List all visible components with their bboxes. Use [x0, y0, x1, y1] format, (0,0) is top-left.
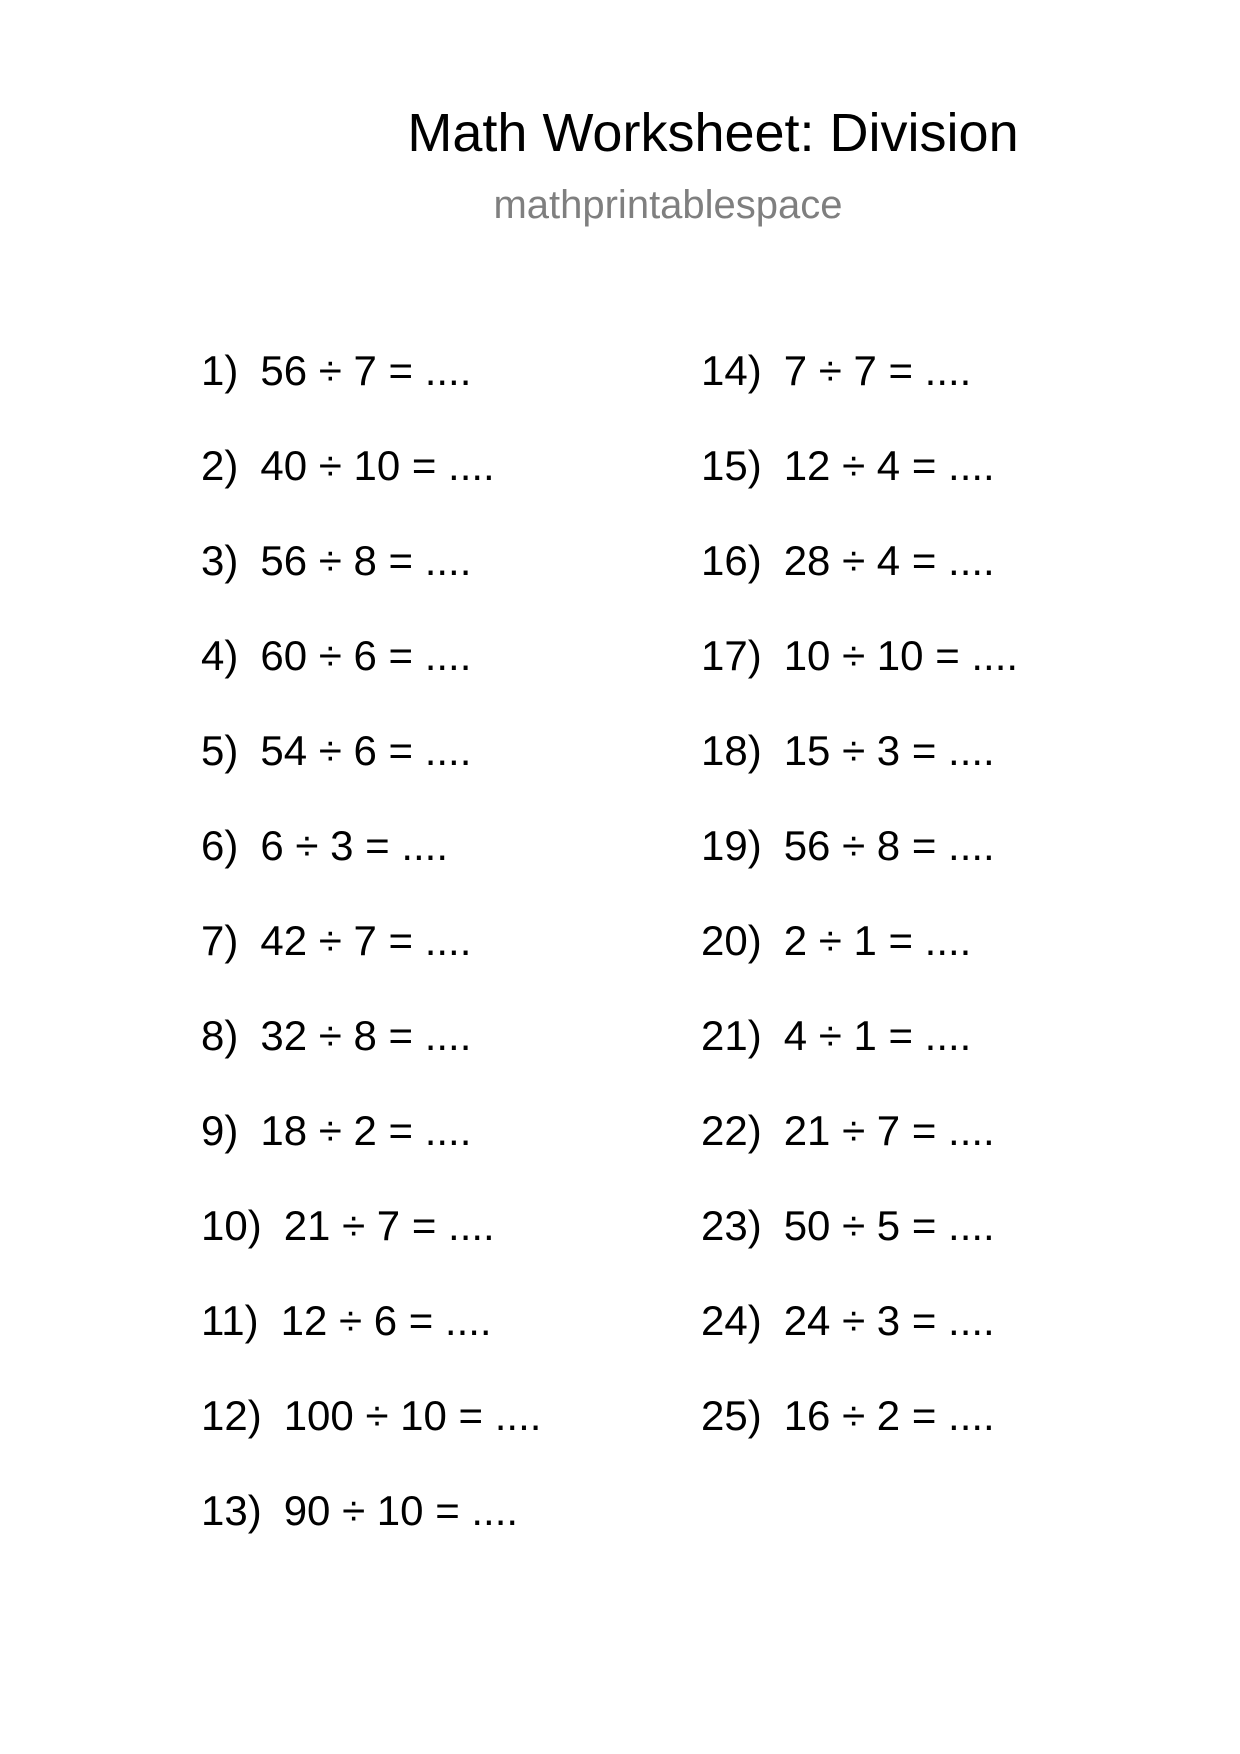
problem-item: [701, 727, 1018, 822]
problem-number: 6): [201, 822, 239, 869]
problem-expression: 56 ÷ 8 = ....: [260, 537, 472, 584]
problem-expression: 10 ÷ 10 = ....: [783, 632, 1019, 679]
problem-expression: 21 ÷ 7 = ....: [783, 1107, 995, 1154]
problem-expression: 42 ÷ 7 = ....: [260, 917, 472, 964]
problem-expression: 7 ÷ 7 = ....: [783, 347, 972, 394]
problem-expression: 21 ÷ 7 = ....: [283, 1202, 495, 1249]
problem-number: 8): [201, 1012, 239, 1059]
problem-expression: 60 ÷ 6 = ....: [260, 632, 472, 679]
problem-number: 23): [701, 1202, 762, 1249]
problem-number: 17): [701, 632, 762, 679]
problem-expression: 90 ÷ 10 = ....: [283, 1487, 519, 1534]
problem-item: [201, 822, 541, 917]
problem-expression: 6 ÷ 3 = ....: [260, 822, 449, 869]
problem-item: [701, 347, 1018, 442]
problem-number: 21): [701, 1012, 762, 1059]
problem-number: 13): [201, 1487, 262, 1534]
problem-expression: 16 ÷ 2 = ....: [783, 1392, 995, 1439]
problem-item: [201, 632, 541, 727]
problem-item: [701, 822, 1018, 917]
problem-item: [701, 632, 1018, 727]
problem-expression: 32 ÷ 8 = ....: [260, 1012, 472, 1059]
problem-item: [201, 1297, 541, 1392]
problem-expression: 50 ÷ 5 = ....: [783, 1202, 995, 1249]
problem-item: [201, 1012, 541, 1107]
problem-number: 22): [701, 1107, 762, 1154]
problem-number: 11): [201, 1297, 259, 1344]
problem-expression: 54 ÷ 6 = ....: [260, 727, 472, 774]
problem-number: 20): [701, 917, 762, 964]
problem-number: 15): [701, 442, 762, 489]
problem-number: 14): [701, 347, 762, 394]
problem-item: [701, 1297, 1018, 1392]
problem-expression: 28 ÷ 4 = ....: [783, 537, 995, 584]
problem-item: [201, 917, 541, 1012]
problem-item: [701, 1392, 1018, 1487]
problem-item: [201, 537, 541, 632]
problem-expression: 12 ÷ 6 = ....: [280, 1297, 492, 1344]
problem-number: 16): [701, 537, 762, 584]
problem-item: [701, 442, 1018, 537]
problem-expression: 15 ÷ 3 = ....: [783, 727, 995, 774]
problem-number: 9): [201, 1107, 239, 1154]
page-title: Math Worksheet: Division: [407, 103, 1019, 163]
problem-number: 12): [201, 1392, 262, 1439]
problem-number: 18): [701, 727, 762, 774]
problem-item: [201, 442, 541, 537]
problem-item: [201, 1487, 541, 1582]
problem-item: [201, 1202, 541, 1297]
problem-item: [201, 347, 541, 442]
problem-number: 1): [201, 347, 239, 394]
problem-item: [701, 1202, 1018, 1297]
problem-item: [701, 1012, 1018, 1107]
problem-expression: 4 ÷ 1 = ....: [783, 1012, 972, 1059]
problem-expression: 56 ÷ 7 = ....: [260, 347, 472, 394]
problem-item: [701, 917, 1018, 1012]
problem-expression: 2 ÷ 1 = ....: [783, 917, 972, 964]
problem-expression: 40 ÷ 10 = ....: [260, 442, 495, 489]
problem-column-right: [701, 347, 1018, 1487]
problem-number: 19): [701, 822, 762, 869]
problem-number: 5): [201, 727, 239, 774]
problem-number: 3): [201, 537, 239, 584]
problem-column-left: [201, 347, 541, 1582]
problem-expression: 24 ÷ 3 = ....: [783, 1297, 995, 1344]
problem-number: 10): [201, 1202, 262, 1249]
page-subtitle: mathprintablespace: [493, 183, 843, 227]
problem-number: 2): [201, 442, 239, 489]
problem-item: [201, 1107, 541, 1202]
problem-expression: 18 ÷ 2 = ....: [260, 1107, 472, 1154]
problem-item: [201, 727, 541, 822]
problem-item: [701, 537, 1018, 632]
problem-number: 24): [701, 1297, 762, 1344]
problem-number: 25): [701, 1392, 762, 1439]
problem-expression: 56 ÷ 8 = ....: [783, 822, 995, 869]
problem-number: 7): [201, 917, 239, 964]
problem-expression: 100 ÷ 10 = ....: [283, 1392, 542, 1439]
problem-expression: 12 ÷ 4 = ....: [783, 442, 995, 489]
problem-number: 4): [201, 632, 239, 679]
problem-item: [701, 1107, 1018, 1202]
problem-item: [201, 1392, 541, 1487]
